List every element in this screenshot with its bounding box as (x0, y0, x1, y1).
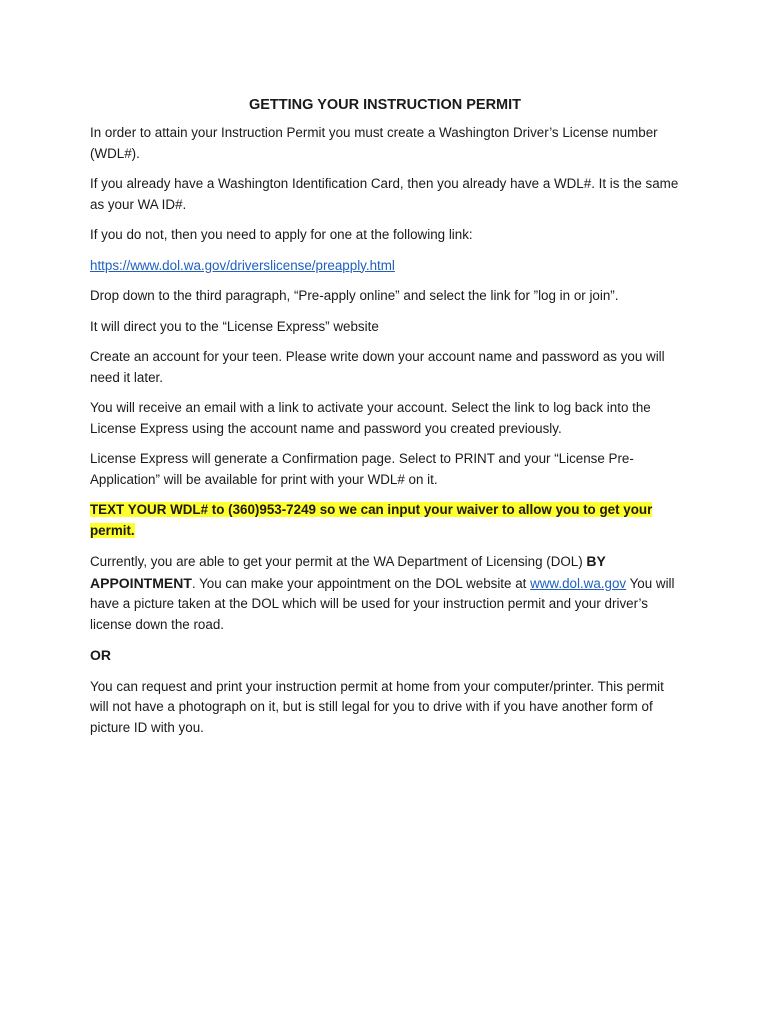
highlighted-text: TEXT YOUR WDL# to (360)953-7249 so we can input your waiver to allow you to get your permit. (90, 502, 653, 538)
paragraph-license-express: It will direct you to the “License Express” website (90, 318, 379, 334)
appointment-text-c: You will have a picture taken at the DOL which will be used for your instruction permit and your driver’s license down the road. (90, 575, 675, 632)
dol-website-link[interactable]: www.dol.wa.gov (530, 575, 627, 591)
by-appointment-text: BY APPOINTMENT (90, 553, 606, 591)
appointment-text-b: . You can make your appointment on the DOL website at (191, 575, 531, 591)
paragraph-confirmation: License Express will generate a Confirmation page. Select to PRINT and your “License Pre-Application” will be available for print with your WDL# on it. (90, 451, 634, 487)
or-text: OR (90, 647, 111, 663)
paragraph-wa-id: If you already have a Washington Identification Card, then you already have a WDL#. It is the same as your WA ID#. (90, 176, 679, 212)
paragraph-wdl-intro: In order to attain your Instruction Permit you must create a Washington Driver’s License number (WDL#). (90, 125, 658, 161)
paragraph-link (90, 256, 680, 277)
paragraph-dropdown: Drop down to the third paragraph, “Pre-apply online” and select the link for ”log in or join”. (90, 288, 619, 303)
document-page (90, 95, 680, 748)
paragraph-or (90, 645, 680, 667)
paragraph-text-wdl (90, 500, 680, 541)
page-title: GETTING YOUR INSTRUCTION PERMIT (248, 97, 522, 113)
appointment-text-a: Currently, you are able to get your permit at the WA Department of Licensing (DOL) (90, 554, 587, 569)
preapply-link[interactable]: https://www.dol.wa.gov/driverslicense/preapply.html (90, 257, 395, 273)
paragraph-email: You will receive an email with a link to activate your account. Select the link to log back into the License Express using the account name and password you created previously. (90, 400, 651, 436)
paragraph-print-at-home: You can request and print your instruction permit at home from your computer/printer. This permit will not have a photograph on it, but is still legal for you to drive with if you have another form of picture ID with you. (90, 678, 664, 735)
paragraph-create-account: Create an account for your teen. Please write down your account name and password as you will need it later. (90, 349, 665, 385)
paragraph-appointment (90, 551, 680, 635)
paragraph-apply: If you do not, then you need to apply for one at the following link: (90, 227, 473, 242)
